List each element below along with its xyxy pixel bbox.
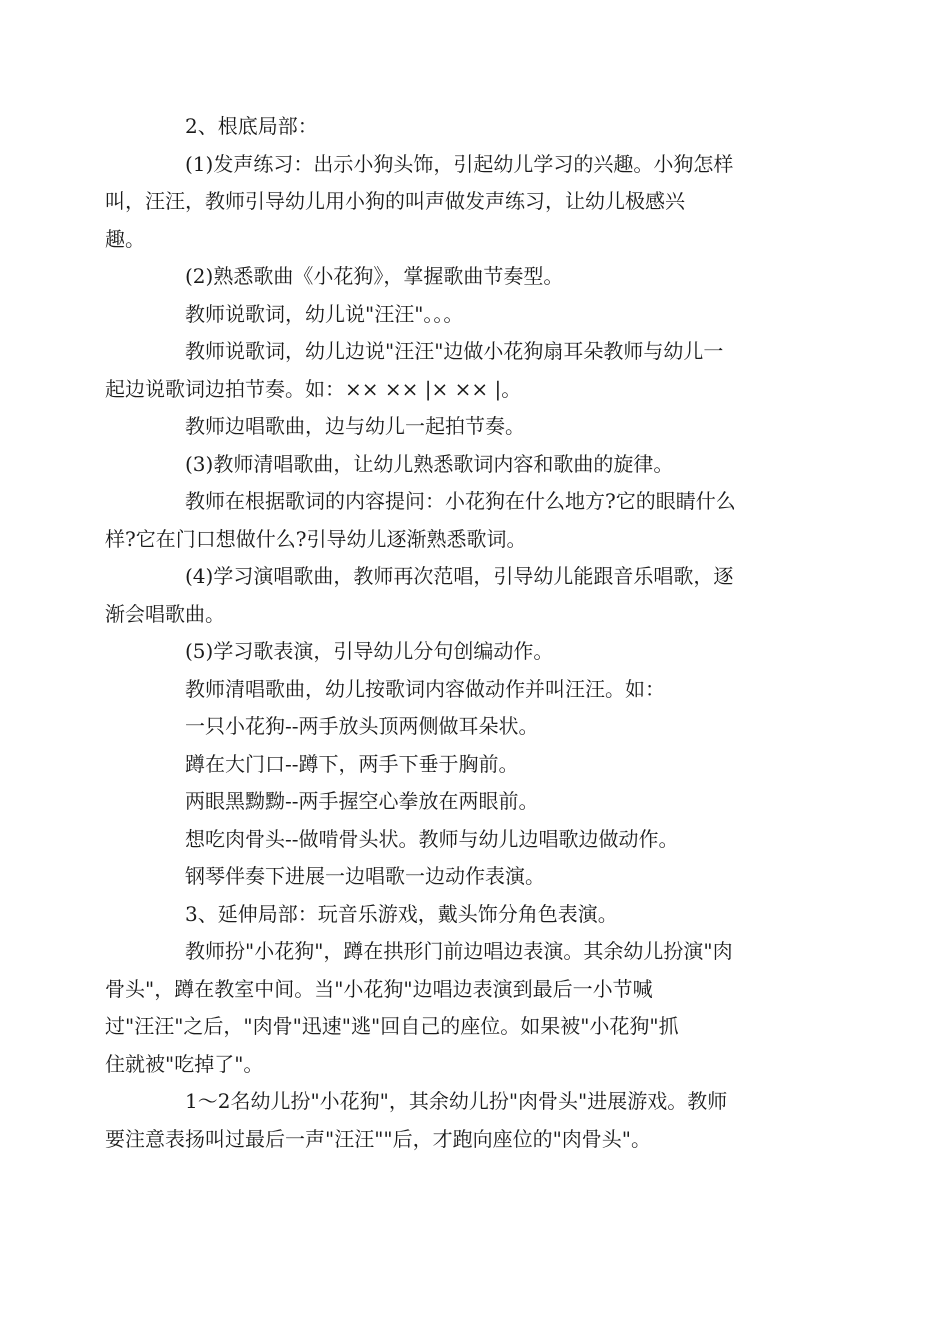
text-line: (4)学习演唱歌曲，教师再次范唱，引导幼儿能跟音乐唱歌，逐 <box>185 564 734 588</box>
paragraph <box>145 708 807 746</box>
text-line: 2、根底局部： <box>185 114 318 138</box>
text-line: 起边说歌词边拍节奏。如：×× ×× |× ×× |。 <box>105 376 522 401</box>
paragraph <box>145 671 807 709</box>
text-line: 要注意表扬叫过最后一声"汪汪""后，才跑向座位的"肉骨头"。 <box>105 1126 651 1151</box>
text-line: (1)发声练习：出示小狗头饰，引起幼儿学习的兴趣。小狗怎样 <box>185 151 734 176</box>
paragraph <box>145 408 807 446</box>
paragraph <box>105 933 807 1083</box>
text-line: 教师扮"小花狗"，蹲在拱形门前边唱边表演。其余幼儿扮演"肉 <box>185 939 733 963</box>
paragraph <box>105 146 807 259</box>
text-line: 叫，汪汪，教师引导幼儿用小狗的叫声做发声练习，让幼儿极感兴 <box>105 189 685 213</box>
text-line: 教师边唱歌曲，边与幼儿一起拍节奏。 <box>185 414 525 438</box>
text-line: 渐会唱歌曲。 <box>105 601 225 626</box>
text-line: 教师在根据歌词的内容提问：小花狗在什么地方?它的眼睛什么 <box>185 489 736 513</box>
text-line: (5)学习歌表演，引导幼儿分句创编动作。 <box>185 639 554 663</box>
paragraph <box>145 633 807 671</box>
paragraph <box>145 858 807 896</box>
text-line: 趣。 <box>105 226 145 251</box>
text-line: 教师清唱歌曲，幼儿按歌词内容做动作并叫汪汪。如： <box>185 676 665 701</box>
text-line: 教师说歌词，幼儿说"汪汪"。。。 <box>185 301 464 326</box>
text-line: 两眼黑黝黝--两手握空心拳放在两眼前。 <box>185 789 539 813</box>
paragraph <box>145 446 807 484</box>
paragraph <box>145 821 807 859</box>
text-line: 骨头"，蹲在教室中间。当"小花狗"边唱边表演到最后一小节喊 <box>105 976 653 1001</box>
paragraph <box>105 483 807 558</box>
document-body <box>105 108 807 1158</box>
paragraph <box>105 558 807 633</box>
paragraph <box>145 783 807 821</box>
paragraph <box>145 296 807 334</box>
text-line: 蹲在大门口--蹲下，两手下垂于胸前。 <box>185 751 519 776</box>
paragraph <box>105 1083 807 1158</box>
text-line: 3、延伸局部：玩音乐游戏，戴头饰分角色表演。 <box>185 901 618 926</box>
text-line: 过"汪汪"之后，"肉骨"迅速"逃"回自己的座位。如果被"小花狗"抓 <box>105 1014 679 1038</box>
text-line: (3)教师清唱歌曲，让幼儿熟悉歌词内容和歌曲的旋律。 <box>185 451 674 476</box>
text-line: 样?它在门口想做什么?引导幼儿逐渐熟悉歌词。 <box>105 526 527 551</box>
paragraph <box>105 333 807 408</box>
text-line: 教师说歌词，幼儿边说"汪汪"边做小花狗扇耳朵教师与幼儿一 <box>185 339 724 363</box>
paragraph <box>145 258 807 296</box>
text-line: 钢琴伴奏下进展一边唱歌一边动作表演。 <box>185 864 545 888</box>
paragraph <box>145 746 807 784</box>
text-line: 一只小花狗--两手放头顶两侧做耳朵状。 <box>185 714 539 738</box>
text-line: 1～2名幼儿扮"小花狗"，其余幼儿扮"肉骨头"进展游戏。教师 <box>185 1089 728 1113</box>
text-line: 想吃肉骨头--做啃骨头状。教师与幼儿边唱歌边做动作。 <box>185 826 679 851</box>
paragraph <box>145 108 807 146</box>
text-line: (2)熟悉歌曲《小花狗》，掌握歌曲节奏型。 <box>185 264 564 288</box>
paragraph <box>145 896 807 934</box>
text-line: 住就被"吃掉了"。 <box>105 1051 264 1076</box>
